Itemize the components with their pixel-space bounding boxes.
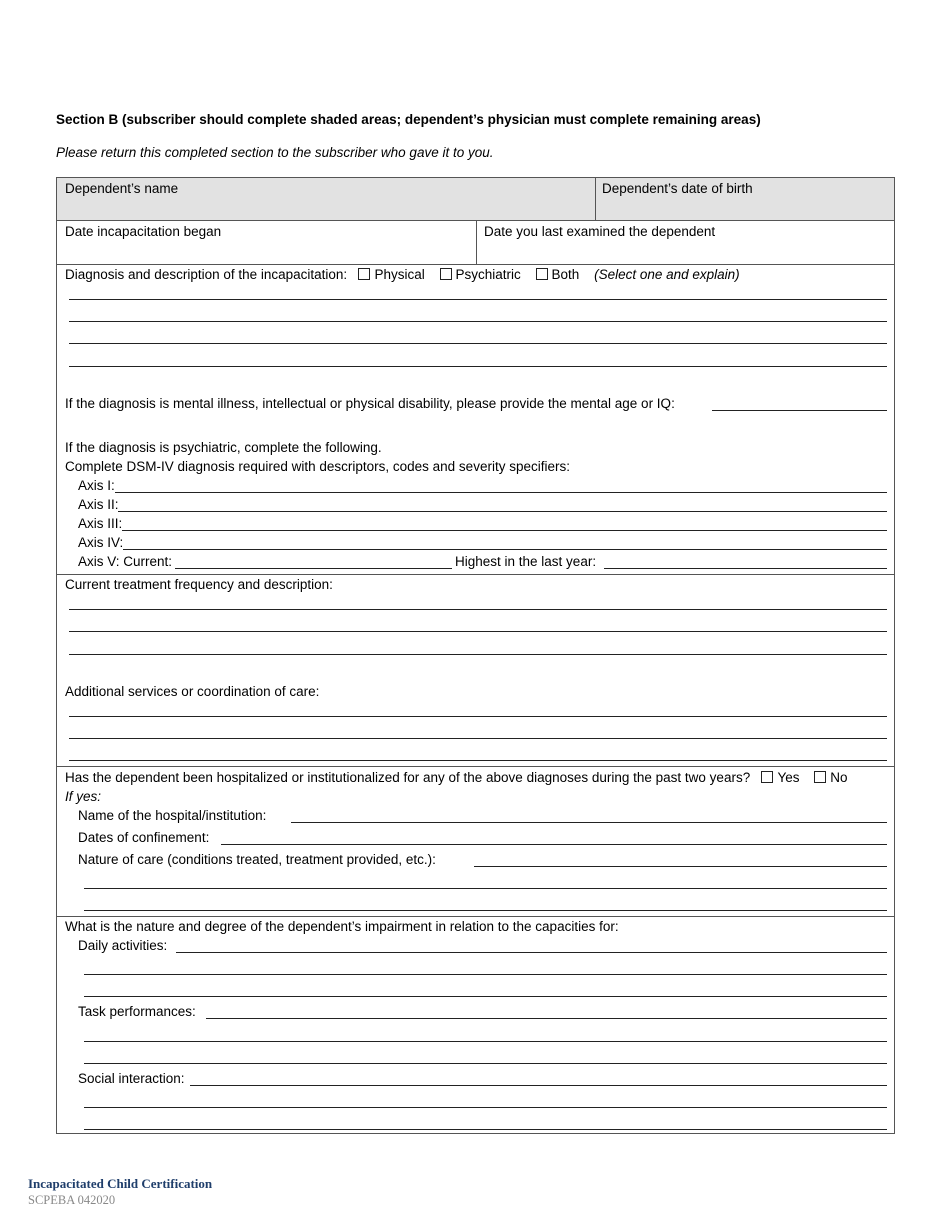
dsm-instruction: Complete DSM-IV diagnosis required with descriptors, codes and severity specifiers: [65, 459, 570, 474]
axis-1-label: Axis I: [78, 478, 115, 493]
dependent-dob-field[interactable]: Dependent’s date of birth [602, 181, 753, 196]
treatment-line-1[interactable] [69, 609, 887, 610]
mental-age-label: If the diagnosis is mental illness, intellectual or physical disability, please provide the mental age or IQ: [65, 396, 675, 411]
hospital-no-checkbox[interactable] [814, 771, 826, 783]
diagnosis-line-1[interactable] [69, 299, 887, 300]
diagnosis-row [65, 267, 740, 283]
daily-activities-line-3[interactable] [84, 996, 887, 997]
hospital-no-option[interactable]: No [814, 770, 847, 785]
axis-3-label: Axis III: [78, 516, 123, 531]
social-interaction-line-2[interactable] [84, 1107, 887, 1108]
axis-2-label: Axis II: [78, 497, 119, 512]
additional-line-1[interactable] [69, 716, 887, 717]
confinement-dates-input[interactable] [221, 844, 887, 845]
daily-activities-label: Daily activities: [78, 938, 168, 953]
section-instruction: Please return this completed section to the subscriber who gave it to you. [56, 145, 494, 160]
axis-2-input[interactable] [118, 511, 887, 512]
dependent-name-field[interactable]: Dependent’s name [65, 181, 179, 196]
section-heading: Section B (subscriber should complete shaded areas; dependent’s physician must complete remaining areas) [56, 112, 761, 127]
mental-age-input[interactable] [712, 410, 887, 411]
social-interaction-input[interactable] [190, 1085, 887, 1086]
nature-of-care-line-2[interactable] [84, 888, 887, 889]
task-performances-label: Task performances: [78, 1004, 196, 1019]
diagnosis-line-4[interactable] [69, 366, 887, 367]
additional-line-2[interactable] [69, 738, 887, 739]
axis-4-input[interactable] [123, 549, 887, 550]
physical-checkbox[interactable] [358, 268, 370, 280]
certification-form [56, 177, 895, 1134]
psychiatric-intro: If the diagnosis is psychiatric, complete the following. [65, 440, 382, 455]
task-performances-line-3[interactable] [84, 1063, 887, 1064]
diagnosis-line-2[interactable] [69, 321, 887, 322]
physical-option[interactable]: Physical [358, 267, 424, 282]
nature-of-care-input[interactable] [474, 866, 887, 867]
date-incapacitation-field[interactable]: Date incapacitation began [65, 224, 222, 239]
social-interaction-label: Social interaction: [78, 1071, 185, 1086]
treatment-line-3[interactable] [69, 654, 887, 655]
diagnosis-line-3[interactable] [69, 343, 887, 344]
diagnosis-label: Diagnosis and description of the incapacitation: [65, 267, 348, 282]
additional-services-label: Additional services or coordination of care: [65, 684, 320, 699]
shaded-area [57, 178, 894, 220]
psychiatric-checkbox[interactable] [440, 268, 452, 280]
nature-of-care-label: Nature of care (conditions treated, treatment provided, etc.): [78, 852, 436, 867]
treatment-line-2[interactable] [69, 631, 887, 632]
hospital-yes-checkbox[interactable] [761, 771, 773, 783]
psychiatric-option[interactable]: Psychiatric [440, 267, 521, 282]
hospital-yes-option[interactable]: Yes [761, 770, 799, 785]
hospital-question-row [65, 770, 848, 786]
date-last-examined-field[interactable]: Date you last examined the dependent [484, 224, 716, 239]
hospital-name-input[interactable] [291, 822, 887, 823]
axis-1-input[interactable] [115, 492, 887, 493]
axis-5-current-label: Axis V: Current: [78, 554, 173, 569]
nature-of-care-line-3[interactable] [84, 910, 887, 911]
both-checkbox[interactable] [536, 268, 548, 280]
diagnosis-hint: (Select one and explain) [594, 267, 740, 282]
axis-4-label: Axis IV: [78, 535, 124, 550]
daily-activities-line-2[interactable] [84, 974, 887, 975]
additional-line-3[interactable] [69, 760, 887, 761]
axis-5-highest-label: Highest in the last year: [455, 554, 597, 569]
treatment-label: Current treatment frequency and description: [65, 577, 333, 592]
social-interaction-line-3[interactable] [84, 1129, 887, 1130]
if-yes-label: If yes: [65, 789, 102, 804]
axis-5-current-input[interactable] [175, 568, 452, 569]
daily-activities-input[interactable] [176, 952, 887, 953]
axis-5-highest-input[interactable] [604, 568, 887, 569]
hospital-question: Has the dependent been hospitalized or institutionalized for any of the above diagnoses during the past two years? [65, 770, 751, 785]
hospital-name-label: Name of the hospital/institution: [78, 808, 267, 823]
confinement-dates-label: Dates of confinement: [78, 830, 210, 845]
both-option[interactable]: Both [536, 267, 580, 282]
task-performances-line-2[interactable] [84, 1041, 887, 1042]
axis-3-input[interactable] [122, 530, 887, 531]
footer-title: Incapacitated Child Certification [28, 1176, 213, 1191]
impairment-question: What is the nature and degree of the dependent’s impairment in relation to the capacities for: [65, 919, 619, 934]
footer-code: SCPEBA 042020 [28, 1193, 116, 1207]
task-performances-input[interactable] [206, 1018, 887, 1019]
